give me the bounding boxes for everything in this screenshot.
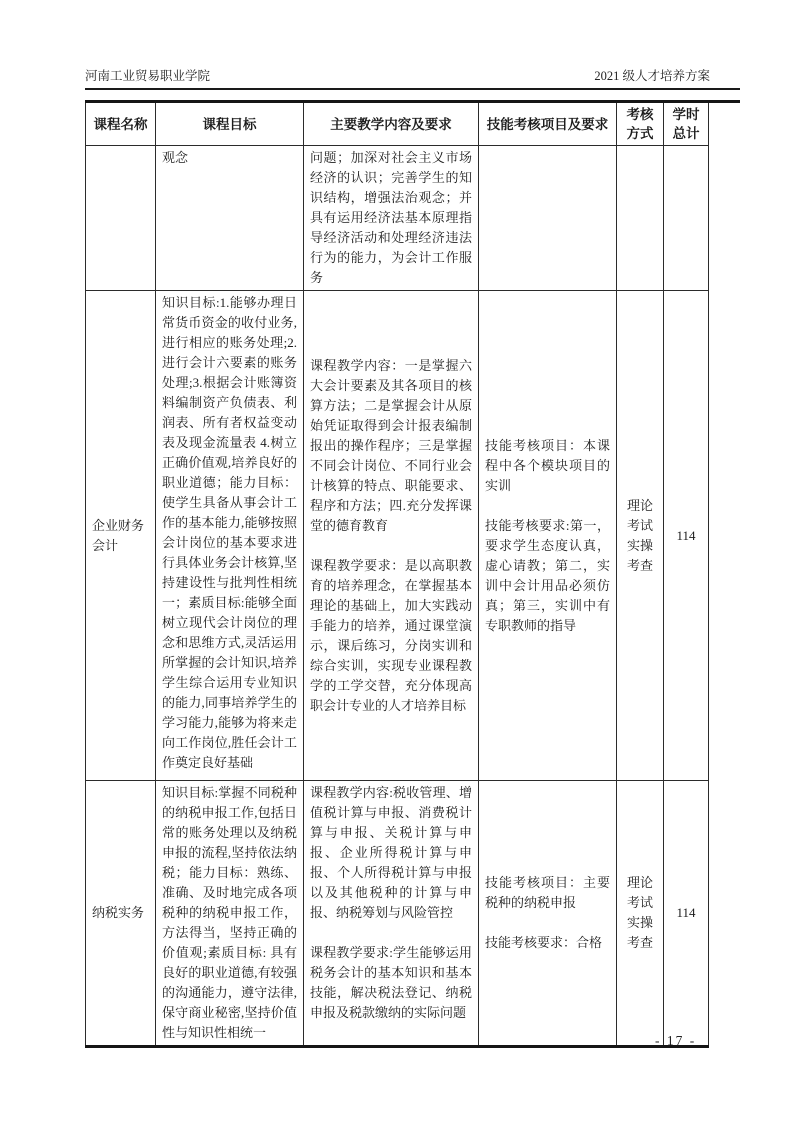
- col-header-content: 主要教学内容及要求: [304, 102, 479, 146]
- cell-hours: 114: [664, 781, 709, 1047]
- cell-assessment: [479, 781, 617, 1047]
- content-paragraph: 问题；加深对社会主义市场经济的认识；完善学生的知识结构，增强法治观念；并具有运用经济法基本原理指导经济活动和处理经济违法行为的能力，为会计工作服务: [310, 150, 472, 285]
- col-header-hours: 学时总计: [664, 102, 709, 146]
- cell-objectives: 观念: [156, 146, 304, 291]
- col-header-assessment: 技能考核项目及要求: [479, 102, 617, 146]
- header-left-text: 河南工业贸易职业学院: [85, 69, 211, 83]
- cell-method: [617, 146, 664, 291]
- cell-assessment: [479, 291, 617, 781]
- cell-objectives: 知识目标:掌握不同税种的纳税申报工作,包括日常的账务处理以及纳税申报的流程,坚持依法纳税；能力目标：熟练、准确、及时地完成各项税种的纳税申报工作，方法得当，坚持正确的价值观;素质目标: 具有良好的职业道德,有较强的沟通能力，遵守法律,保守商业秘密,坚持价值性与知识性相统一: [156, 781, 304, 1047]
- page-number: - 17 -: [655, 1033, 697, 1048]
- cell-course-name: 企业财务会计: [86, 291, 156, 781]
- cell-content: [304, 781, 479, 1047]
- cell-content: [304, 291, 479, 781]
- cell-hours: 114: [664, 291, 709, 781]
- assessment-paragraph: 技能考核项目：主要税种的纳税申报: [485, 875, 610, 910]
- table-row-tax-practice: [86, 781, 709, 1047]
- cell-objectives: 知识目标:1.能够办理日常货币资金的收付业务,进行相应的账务处理;2.进行会计六要素的账务处理;3.根据会计账簿资料编制资产负债表、利润表、所有者权益变动表及现金流量表 4.树立正确价值观,培养良好的职业道德；能力目标：使学生具备从事会计工作的基本能力,能够按照会计岗位的基本要求进行具体业务会计核算,坚持建设性与批判性相统一；素质目标:能够全面树立现代会计岗位的理念和思维方式,灵活运用所掌握的会计知识,培养学生综合运用专业知识的能力,同事培养学生的学习能力,能够为将来走向工作岗位,胜任会计工作奠定良好基础: [156, 291, 304, 781]
- content-paragraph: 课程教学要求:学生能够运用税务会计的基本知识和基本技能，解决税法登记、纳税申报及税款缴纳的实际问题: [310, 945, 472, 1020]
- table-header-row: [86, 102, 709, 146]
- header-right-text: 2021 级人才培养方案: [594, 69, 710, 83]
- cell-course-name: [86, 146, 156, 291]
- page-header: [85, 68, 710, 84]
- col-header-objectives: 课程目标: [156, 102, 304, 146]
- table-row-continuation: [86, 146, 709, 291]
- cell-assessment: [479, 146, 617, 291]
- cell-content: [304, 146, 479, 291]
- col-header-method: 考核方式: [617, 102, 664, 146]
- header-rule: [85, 88, 740, 90]
- col-header-course-name: 课程名称: [86, 102, 156, 146]
- assessment-paragraph: 技能考核要求:第一，要求学生态度认真，虚心请教；第二，实训中会计用品必须仿真；第三，实训中有专职教师的指导: [485, 517, 610, 633]
- cell-course-name: 纳税实务: [86, 781, 156, 1047]
- cell-method: 理论考试实操考查: [617, 291, 664, 781]
- content-paragraph: 课程教学内容:税收管理、增值税计算与申报、消费税计算与申报、关税计算与申报、企业所得税计算与申报、个人所得税计算与申报以及其他税种的计算与申报、纳税筹划与风险管控: [310, 785, 472, 920]
- assessment-paragraph: 技能考核要求：合格: [485, 935, 603, 950]
- assessment-paragraph: 技能考核项目：本课程中各个模块项目的实训: [485, 437, 610, 493]
- cell-method: 理论考试实操考查: [617, 781, 664, 1047]
- course-plan-table: [85, 100, 709, 1048]
- cell-hours: [664, 146, 709, 291]
- table-top-border-extension: [706, 100, 740, 103]
- content-paragraph: 课程教学要求：是以高职教育的培养理念，在掌握基本理论的基础上，加大实践动手能力的培养，通过课堂演示，课后练习，分岗实训和综合实训，实现专业课程教学的工学交替，充分体现高职会计专业的人才培养目标: [310, 557, 472, 713]
- content-paragraph: 课程教学内容：一是掌握六大会计要素及其各项目的核算方法；二是掌握会计从原始凭证取得到会计报表编制报出的操作程序；三是掌握不同会计岗位、不同行业会计核算的特点、职能要求、程序和方法；四.充分发挥课堂的德育教育: [310, 357, 472, 533]
- table-row-enterprise-accounting: [86, 291, 709, 781]
